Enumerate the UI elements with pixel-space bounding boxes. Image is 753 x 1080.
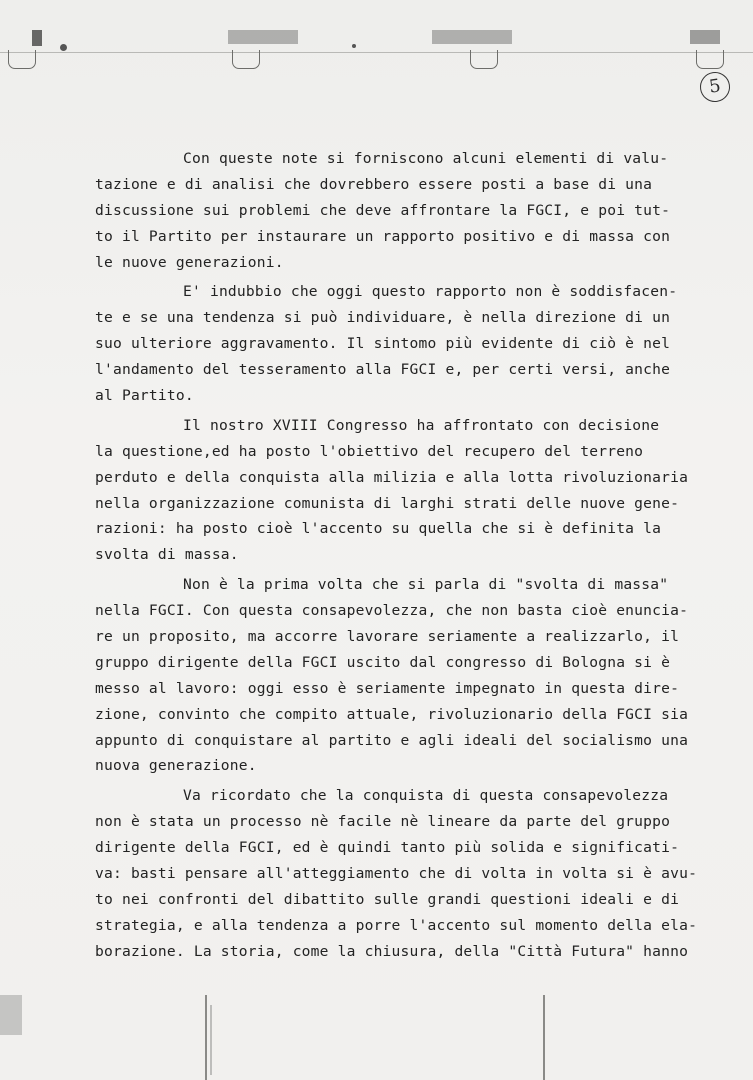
text-line: nella FGCI. Con questa consapevolezza, che non basta cioè enuncia- xyxy=(95,602,689,620)
text-line: Il nostro XVIII Congresso ha affrontato con decisione xyxy=(183,416,660,434)
paragraph xyxy=(95,783,698,964)
binder-mark xyxy=(32,30,42,46)
text-line: appunto di conquistare al partito e agli ideali del socialismo una xyxy=(95,731,689,749)
text-line: va: basti pensare all'atteggiamento che di volta in volta si è avu- xyxy=(95,865,698,883)
binder-tab xyxy=(470,50,498,69)
binding-line xyxy=(543,995,545,1080)
typed-text xyxy=(95,146,698,969)
text-line: to il Partito per instaurare un rapporto positivo e di massa con xyxy=(95,227,671,245)
text-line: nella organizzazione comunista di larghi strati delle nuove gene- xyxy=(95,494,680,512)
text-line: strategia, e alla tendenza a porre l'accento sul momento della ela- xyxy=(95,916,698,934)
text-line: re un proposito, ma accorre lavorare seriamente a realizzarlo, il xyxy=(95,628,680,646)
text-line: non è stata un processo nè facile nè lineare da parte del gruppo xyxy=(95,813,671,831)
text-line: borazione. La storia, come la chiusura, della "Città Futura" hanno xyxy=(95,942,689,960)
text-line: Non è la prima volta che si parla di "svolta di massa" xyxy=(183,576,669,594)
binding-line xyxy=(210,1005,212,1075)
paragraph xyxy=(95,279,685,408)
paragraph xyxy=(95,413,689,568)
page-number: 5 xyxy=(698,70,732,104)
binder-mark xyxy=(690,30,720,44)
text-line: zione, convinto che compito attuale, rivoluzionario della FGCI sia xyxy=(95,705,689,723)
text-line: dirigente della FGCI, ed è quindi tanto più solida e significati- xyxy=(95,839,680,857)
binder-mark xyxy=(432,30,512,44)
binder-tab xyxy=(232,50,260,69)
bottom-binding xyxy=(0,995,753,1080)
text-line: gruppo dirigente della FGCI uscito dal congresso di Bologna si è xyxy=(95,653,671,671)
binder-mark xyxy=(228,30,298,44)
binder-strip xyxy=(0,30,753,53)
binder-tab xyxy=(696,50,724,69)
text-line: E' indubbio che oggi questo rapporto non è soddisfacen- xyxy=(183,283,678,301)
text-line: l'andamento del tesseramento alla FGCI e, per certi versi, anche xyxy=(95,361,671,379)
text-line: la questione,ed ha posto l'obiettivo del recupero del terreno xyxy=(95,442,644,460)
text-line: to nei confronti del dibattito sulle grandi questioni ideali e di xyxy=(95,890,680,908)
text-line: messo al lavoro: oggi esso è seriamente impegnato in questa dire- xyxy=(95,679,680,697)
binding-line xyxy=(205,995,207,1080)
text-line: svolta di massa. xyxy=(95,546,239,564)
scan-artifact xyxy=(0,995,22,1035)
text-line: nuova generazione. xyxy=(95,757,257,775)
text-line: tazione e di analisi che dovrebbero essere posti a base di una xyxy=(95,175,653,193)
paragraph xyxy=(95,146,685,275)
text-line: Con queste note si forniscono alcuni elementi di valu- xyxy=(183,150,669,167)
text-line: razioni: ha posto cioè l'accento su quella che si è definita la xyxy=(95,520,662,538)
text-line: le nuove generazioni. xyxy=(95,253,284,271)
punch-hole xyxy=(60,44,67,51)
paragraph xyxy=(95,572,689,779)
text-line: discussione sui problemi che deve affrontare la FGCI, e poi tut- xyxy=(95,201,671,219)
text-line: Va ricordato che la conquista di questa consapevolezza xyxy=(183,787,669,805)
text-line: suo ulteriore aggravamento. Il sintomo più evidente di ciò è nel xyxy=(95,335,671,353)
punch-hole xyxy=(352,44,356,48)
text-line: perduto e della conquista alla milizia e alla lotta rivoluzionaria xyxy=(95,468,689,486)
text-line: al Partito. xyxy=(95,387,194,405)
text-line: te e se una tendenza si può individuare, è nella direzione di un xyxy=(95,309,671,327)
binder-tab xyxy=(8,50,36,69)
